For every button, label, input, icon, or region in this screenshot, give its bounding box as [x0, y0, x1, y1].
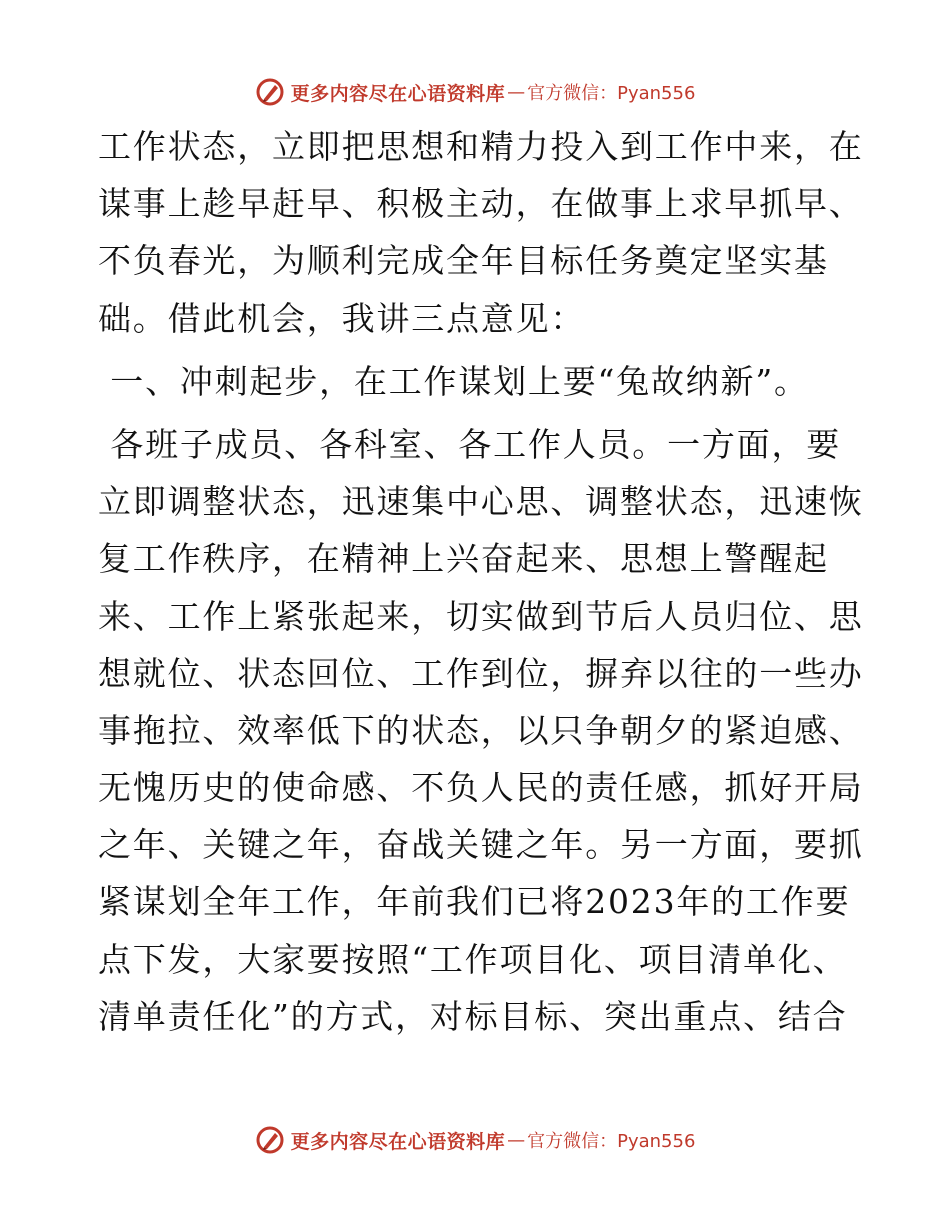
text-line: 来、工作上紧张起来，切实做到节后人员归位、思	[98, 596, 864, 636]
watermark-separator: —	[507, 81, 526, 103]
text-line: 想就位、状态回位、工作到位，摒弃以往的一些办	[98, 653, 864, 693]
watermark-contact: 官方微信：Pyan556	[527, 83, 696, 104]
text-line: 立即调整状态，迅速集中心思、调整状态，迅速恢	[98, 482, 864, 522]
text-line: 不负春光，为顺利完成全年目标任务奠定坚实基	[98, 241, 829, 281]
pen-logo-icon	[255, 77, 285, 107]
paragraph-intro	[98, 118, 864, 347]
paragraph-body	[98, 416, 864, 1045]
text-line: 事拖拉、效率低下的状态，以只争朝夕的紧迫感、	[98, 710, 864, 750]
text-line: 清单责任化”的方式，对标目标、突出重点、结合	[98, 996, 848, 1036]
text-line: 谋事上趁早赶早、积极主动，在做事上求早抓早、	[98, 184, 864, 224]
text-line: 工作状态，立即把思想和精力投入到工作中来，在	[98, 127, 864, 166]
text-line: 紧谋划全年工作，年前我们已将2023年的工作要	[98, 882, 851, 922]
document-body	[98, 118, 864, 1045]
watermark-separator: —	[507, 1129, 526, 1151]
text-line: 各班子成员、各科室、各工作人员。一方面，要	[98, 424, 842, 464]
text-line: 复工作秩序，在精神上兴奋起来、思想上警醒起	[98, 539, 829, 579]
text-line: 之年、关键之年，奋战关键之年。另一方面，要抓	[98, 825, 864, 865]
text-line: 无愧历史的使命感、不负人民的责任感，抓好开局	[98, 768, 864, 808]
text-line: 点下发，大家要按照“工作项目化、项目清单化、	[98, 939, 848, 979]
watermark-brand: 更多内容尽在心语资料库	[290, 82, 506, 105]
text-line: 础。借此机会，我讲三点意见：	[98, 298, 586, 338]
watermark-footer	[0, 1120, 950, 1160]
watermark-contact: 官方微信：Pyan556	[527, 1131, 696, 1152]
pen-logo-icon	[255, 1125, 285, 1155]
heading-line: 一、冲刺起步，在工作谋划上要“兔故纳新”。	[98, 361, 809, 401]
watermark-header	[0, 72, 950, 112]
section-heading-1	[98, 353, 858, 410]
watermark-brand: 更多内容尽在心语资料库	[290, 1130, 506, 1153]
